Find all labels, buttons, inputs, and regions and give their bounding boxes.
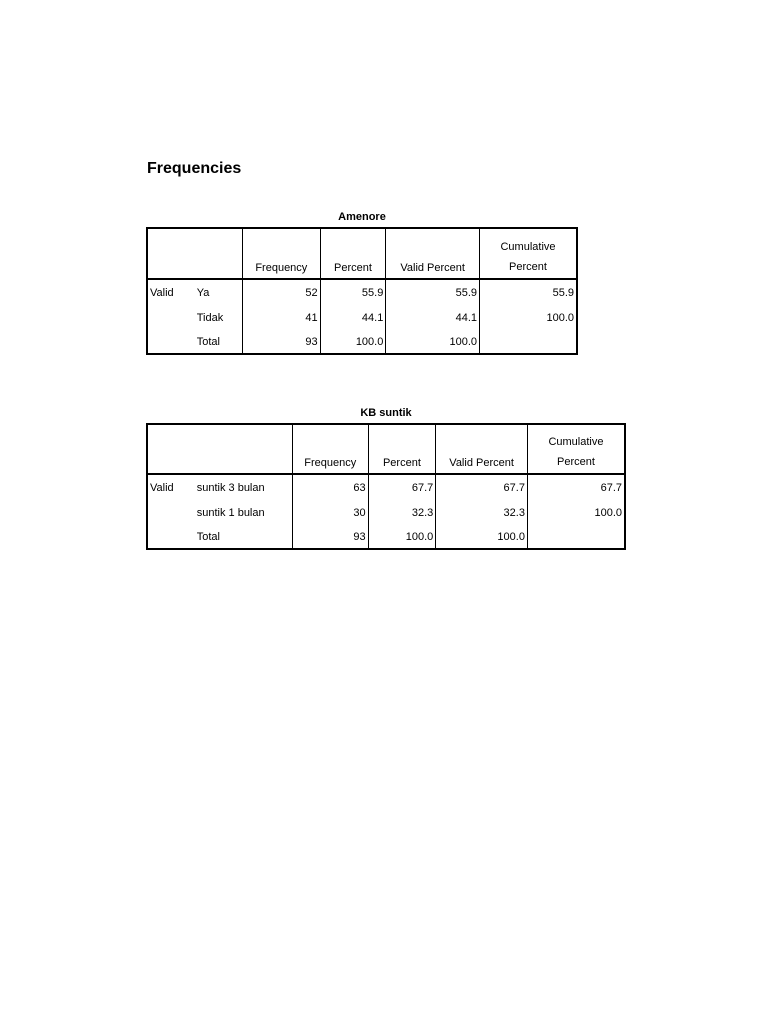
cell-frequency: 93 bbox=[292, 526, 368, 549]
cell-percent: 100.0 bbox=[368, 526, 436, 549]
cell-valid-percent: 100.0 bbox=[436, 526, 528, 549]
table-title-kb-suntik: KB suntik bbox=[360, 407, 412, 419]
cell-cumulative-percent: 67.7 bbox=[527, 474, 625, 500]
header-cumulative-line1: Cumulative bbox=[548, 436, 604, 448]
page-heading: Frequencies bbox=[147, 160, 242, 177]
cell-frequency: 41 bbox=[242, 305, 320, 331]
cell-valid-percent: 44.1 bbox=[386, 305, 480, 331]
header-valid-percent: Valid Percent bbox=[436, 424, 528, 474]
cell-frequency: 63 bbox=[292, 474, 368, 500]
header-row bbox=[147, 424, 625, 474]
group-label: Valid bbox=[150, 481, 174, 494]
cell-valid-percent: 55.9 bbox=[386, 279, 480, 305]
table-row-total bbox=[147, 331, 577, 354]
cell-cumulative-percent: 100.0 bbox=[527, 500, 625, 526]
header-frequency: Frequency bbox=[292, 424, 368, 474]
table-row bbox=[147, 305, 577, 331]
row-label: suntik 1 bulan bbox=[196, 507, 265, 519]
cell-frequency: 93 bbox=[242, 331, 320, 354]
row-label: suntik 3 bulan bbox=[196, 481, 265, 494]
cell-cumulative-percent bbox=[480, 331, 578, 354]
cell-percent: 55.9 bbox=[320, 279, 386, 305]
cell-valid-percent: 67.7 bbox=[436, 474, 528, 500]
header-frequency: Frequency bbox=[242, 228, 320, 279]
cell-percent: 44.1 bbox=[320, 305, 386, 331]
cell-cumulative-percent bbox=[527, 526, 625, 549]
header-percent: Percent bbox=[320, 228, 386, 279]
row-label: Tidak bbox=[196, 312, 224, 324]
table-row bbox=[147, 279, 577, 305]
cell-percent: 67.7 bbox=[368, 474, 436, 500]
header-cumulative-line2: Percent bbox=[509, 261, 547, 273]
frequency-table-amenore bbox=[146, 227, 578, 355]
header-cumulative-percent bbox=[527, 424, 625, 474]
row-label: Total bbox=[196, 336, 220, 348]
cell-valid-percent: 100.0 bbox=[386, 331, 480, 354]
table-row bbox=[147, 474, 625, 500]
header-cumulative-line2: Percent bbox=[557, 456, 595, 468]
table-title-amenore: Amenore bbox=[338, 211, 386, 223]
header-valid-percent: Valid Percent bbox=[386, 228, 480, 279]
cell-percent: 100.0 bbox=[320, 331, 386, 354]
row-label: Ya bbox=[196, 286, 210, 299]
cell-frequency: 52 bbox=[242, 279, 320, 305]
cell-cumulative-percent: 100.0 bbox=[480, 305, 578, 331]
group-label: Valid bbox=[150, 286, 174, 299]
row-label: Total bbox=[196, 531, 220, 543]
table-row bbox=[147, 500, 625, 526]
cell-cumulative-percent: 55.9 bbox=[480, 279, 578, 305]
header-row bbox=[147, 228, 577, 279]
header-cumulative-line1: Cumulative bbox=[500, 241, 556, 253]
cell-frequency: 30 bbox=[292, 500, 368, 526]
cell-percent: 32.3 bbox=[368, 500, 436, 526]
table-row-total bbox=[147, 526, 625, 549]
frequency-table-kb-suntik bbox=[146, 423, 626, 550]
cell-valid-percent: 32.3 bbox=[436, 500, 528, 526]
header-cumulative-percent bbox=[480, 228, 578, 279]
header-percent: Percent bbox=[368, 424, 436, 474]
